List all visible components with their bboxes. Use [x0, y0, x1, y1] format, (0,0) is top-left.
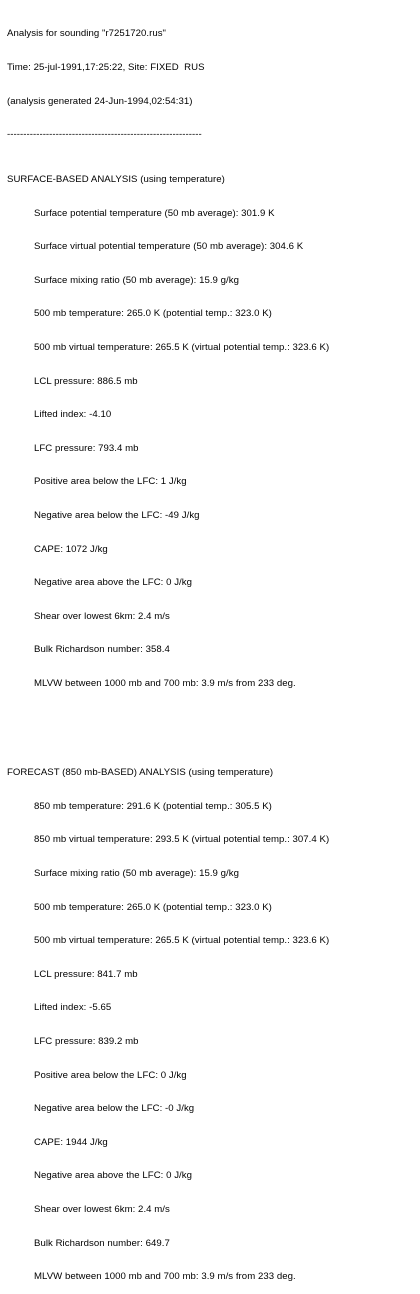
forecast-850mb-temperature: 850 mb temperature: 291.6 K (potential temp.: 305.5 K)	[34, 800, 272, 812]
surface-500mb-temperature: 500 mb temperature: 265.0 K (potential temp.: 323.0 K)	[34, 308, 272, 320]
forecast-lcl-pressure: LCL pressure: 841.7 mb	[34, 968, 138, 980]
forecast-500mb-virtual-temperature: 500 mb virtual temperature: 265.5 K (virtual potential temp.: 323.6 K)	[34, 935, 330, 947]
surface-potential-temperature: Surface potential temperature (50 mb average): 301.9 K	[34, 207, 275, 219]
surface-analysis-title: SURFACE-BASED ANALYSIS (using temperature)	[7, 173, 225, 185]
forecast-lifted-index: Lifted index: -5.65	[34, 1002, 112, 1014]
surface-lfc-pressure: LFC pressure: 793.4 mb	[34, 442, 139, 454]
surface-positive-area-below-lfc: Positive area below the LFC: 1 J/kg	[34, 476, 187, 488]
forecast-850mb-virtual-temperature: 850 mb virtual temperature: 293.5 K (virtual potential temp.: 307.4 K)	[34, 834, 330, 846]
forecast-negative-area-above-lfc: Negative area above the LFC: 0 J/kg	[34, 1170, 193, 1182]
forecast-cape: CAPE: 1944 J/kg	[34, 1136, 108, 1148]
forecast-surface-mixing-ratio: Surface mixing ratio (50 mb average): 15.9 g/kg	[34, 868, 239, 880]
surface-bulk-richardson-number: Bulk Richardson number: 358.4	[34, 644, 170, 656]
time-site-line: Time: 25-jul-1991,17:25:22, Site: FIXED RUS	[7, 62, 205, 73]
section-spacer	[7, 723, 420, 734]
surface-negative-area-below-lfc: Negative area below the LFC: -49 J/kg	[34, 509, 200, 521]
forecast-positive-area-below-lfc: Positive area below the LFC: 0 J/kg	[34, 1069, 187, 1081]
forecast-analysis-title: FORECAST (850 mb-BASED) ANALYSIS (using temperature)	[7, 767, 274, 779]
forecast-lfc-pressure: LFC pressure: 839.2 mb	[34, 1036, 139, 1048]
surface-cape: CAPE: 1072 J/kg	[34, 543, 108, 555]
forecast-mlvw: MLVW between 1000 mb and 700 mb: 3.9 m/s from 233 deg.	[34, 1271, 296, 1283]
surface-mixing-ratio: Surface mixing ratio (50 mb average): 15.9 g/kg	[34, 274, 239, 286]
surface-500mb-virtual-temperature: 500 mb virtual temperature: 265.5 K (virtual potential temp.: 323.6 K)	[34, 341, 330, 353]
surface-mlvw: MLVW between 1000 mb and 700 mb: 3.9 m/s from 233 deg.	[34, 677, 296, 689]
surface-negative-area-above-lfc: Negative area above the LFC: 0 J/kg	[34, 577, 193, 589]
forecast-500mb-temperature: 500 mb temperature: 265.0 K (potential temp.: 323.0 K)	[34, 901, 272, 913]
surface-lcl-pressure: LCL pressure: 886.5 mb	[34, 375, 138, 387]
forecast-negative-area-below-lfc: Negative area below the LFC: -0 J/kg	[34, 1103, 195, 1115]
analysis-title: Analysis for sounding "r7251720.rus"	[7, 28, 167, 40]
surface-lifted-index: Lifted index: -4.10	[34, 409, 112, 421]
forecast-bulk-richardson-number: Bulk Richardson number: 649.7	[34, 1237, 170, 1249]
surface-shear-lowest-6km: Shear over lowest 6km: 2.4 m/s	[34, 610, 170, 622]
generation-date-line: (analysis generated 24-Jun-1994,02:54:31)	[7, 95, 193, 107]
forecast-shear-lowest-6km: Shear over lowest 6km: 2.4 m/s	[34, 1204, 170, 1216]
header-divider: ------------------------------------------------------------	[7, 129, 202, 141]
surface-virtual-potential-temperature: Surface virtual potential temperature (50 mb average): 304.6 K	[34, 241, 304, 253]
